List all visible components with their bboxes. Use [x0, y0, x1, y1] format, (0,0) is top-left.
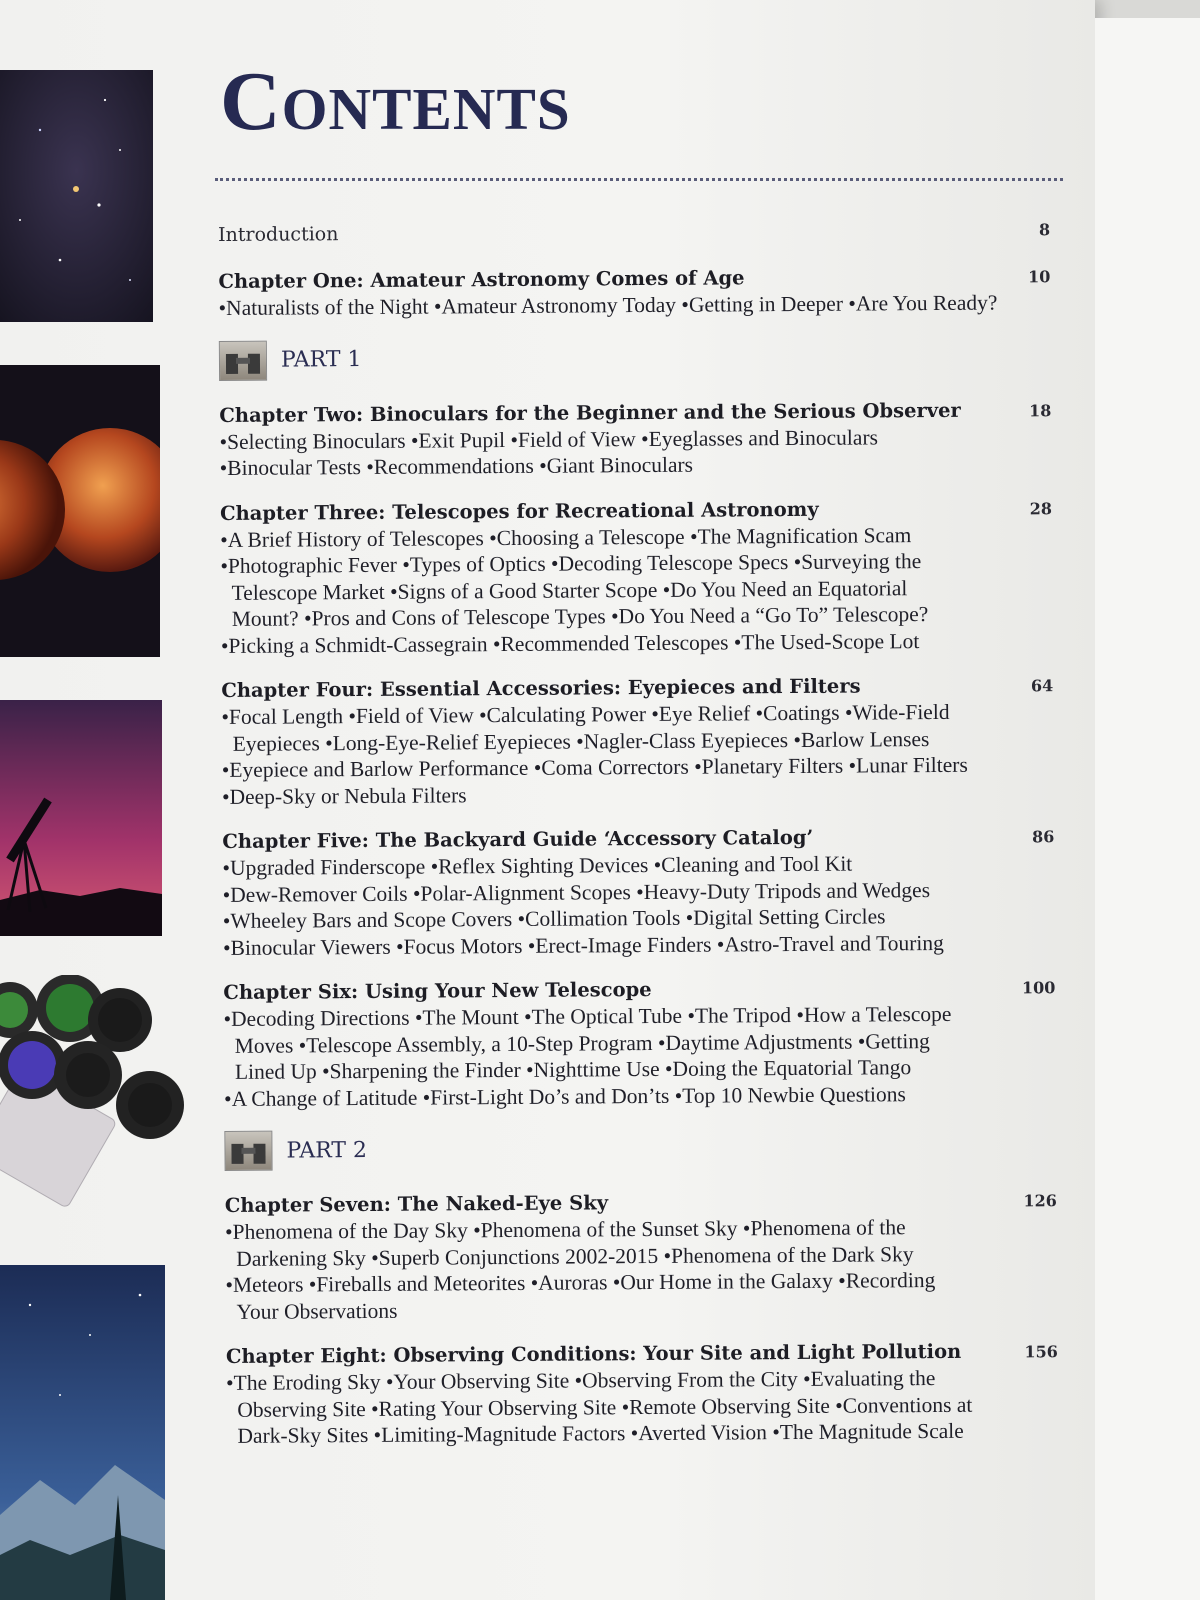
- chapter-topics-line: •Deep-Sky or Nebula Filters: [221, 782, 467, 809]
- chapter-topics-line: Moves •Telescope Assembly, a 10-Step Program •Daytime Adjustments •Getting: [234, 1028, 930, 1058]
- page-number: 64: [1030, 676, 1054, 696]
- page-number: 86: [1031, 827, 1055, 847]
- chapter-topics-line: •Naturalists of the Night •Amateur Astronomy Today •Getting in Deeper •Are You Ready?: [218, 290, 998, 320]
- toc-entry-chapter-4[interactable]: [221, 672, 1072, 810]
- chapter-topics-line: Dark-Sky Sites •Limiting-Magnitude Factors •Averted Vision •The Magnitude Scale: [237, 1418, 964, 1448]
- toc-entry-introduction[interactable]: [218, 216, 1068, 248]
- toc-entry-chapter-7[interactable]: [225, 1187, 1076, 1325]
- dotted-rule: [215, 178, 1063, 181]
- chapter-topics-line: •Photographic Fever •Types of Optics •Decoding Telescope Specs •Surveying the: [220, 549, 922, 578]
- chapter-topics-line: Lined Up •Sharpening the Finder •Nighttime Use •Doing the Equatorial Tango: [234, 1055, 912, 1084]
- adjacent-page-edge: [1095, 18, 1200, 1600]
- chapter-title: Chapter Three: Telescopes for Recreational Astronomy: [219, 497, 819, 525]
- photo-lunar-eclipse: [0, 365, 160, 657]
- page-number: 18: [1029, 400, 1052, 420]
- chapter-topics-line: •Phenomena of the Day Sky •Phenomena of the Sunset Sky •Phenomena of the: [224, 1215, 906, 1244]
- chapter-title: Chapter Four: Essential Accessories: Eyepieces and Filters: [221, 674, 861, 702]
- page-number: 28: [1029, 498, 1053, 518]
- entry-title: Introduction: [218, 223, 339, 246]
- chapter-topics-line: Telescope Market •Signs of a Good Starter Scope •Do You Need an Equatorial: [231, 575, 908, 605]
- part-2-heading: [224, 1125, 1074, 1171]
- chapter-topics-line: •Wheeley Bars and Scope Covers •Collimation Tools •Digital Setting Circles: [222, 904, 886, 933]
- page-number: 10: [1028, 267, 1051, 287]
- chapter-topics-line: Darkening Sky •Superb Conjunctions 2002-2015 •Phenomena of the Dark Sky: [236, 1241, 914, 1271]
- chapter-topics-line: Your Observations: [236, 1298, 398, 1324]
- toc-entry-chapter-2[interactable]: [219, 397, 1070, 482]
- chapter-title: Chapter One: Amateur Astronomy Comes of Age: [218, 266, 745, 293]
- chapter-topics-line: •A Change of Latitude •First-Light Do’s and Don’ts •Top 10 Newbie Questions: [224, 1081, 906, 1111]
- chapter-title: Chapter Six: Using Your New Telescope: [223, 977, 652, 1004]
- part-label: PART 2: [286, 1137, 368, 1164]
- page-number: 8: [1038, 220, 1051, 240]
- binoculars-icon: [219, 340, 267, 380]
- chapter-topics-line: •Selecting Binoculars •Exit Pupil •Field of View •Eyeglasses and Binoculars: [219, 424, 879, 454]
- chapter-topics-line: •Focal Length •Field of View •Calculating Power •Eye Relief •Coatings •Wide-Field: [221, 699, 950, 729]
- chapter-topics-line: •The Eroding Sky •Your Observing Site •Observing From the City •Evaluating the: [226, 1366, 936, 1395]
- chapter-title: Chapter Eight: Observing Conditions: Your Site and Light Pollution: [225, 1339, 962, 1368]
- part-1-heading: [219, 335, 1069, 381]
- chapter-topics-line: •Picking a Schmidt-Cassegrain •Recommended Telescopes •The Used-Scope Lot: [220, 628, 920, 658]
- chapter-topics-line: •Upgraded Finderscope •Reflex Sighting Devices •Cleaning and Tool Kit: [222, 851, 853, 880]
- chapter-title: Chapter Two: Binoculars for the Beginner and the Serious Observer: [219, 398, 961, 427]
- chapter-topics-line: •Binocular Viewers •Focus Motors •Erect-Image Finders •Astro-Travel and Touring: [222, 930, 944, 960]
- chapter-topics-line: •Meteors •Fireballs and Meteorites •Auroras •Our Home in the Galaxy •Recording: [225, 1268, 936, 1297]
- page-number: 156: [1024, 1342, 1058, 1362]
- chapter-topics-line: •Eyepiece and Barlow Performance •Coma Correctors •Planetary Filters •Lunar Filters: [221, 752, 968, 782]
- photo-color-filters: [0, 975, 190, 1235]
- chapter-topics-line: Eyepieces •Long-Eye-Relief Eyepieces •Nagler-Class Eyepieces •Barlow Lenses: [232, 726, 930, 756]
- photo-telescope-silhouette: [0, 700, 162, 936]
- chapter-topics-line: •Binocular Tests •Recommendations •Giant Binoculars: [219, 452, 694, 480]
- binoculars-icon: [224, 1131, 272, 1171]
- toc-entry-chapter-8[interactable]: [226, 1338, 1077, 1449]
- chapter-topics-line: •Dew-Remover Coils •Polar-Alignment Scopes •Heavy-Duty Tripods and Wedges: [222, 877, 931, 907]
- chapter-topics-line: Observing Site •Rating Your Observing Site •Remote Observing Site •Conventions at: [237, 1392, 973, 1422]
- page-title: Contents: [220, 55, 571, 148]
- chapter-topics-line: Mount? •Pros and Cons of Telescope Types •Do You Need a “Go To” Telescope?: [231, 602, 929, 631]
- chapter-title: Chapter Five: The Backyard Guide ‘Accessory Catalog’: [222, 825, 814, 853]
- table-of-contents: [218, 216, 1077, 1468]
- toc-entry-chapter-6[interactable]: [223, 974, 1074, 1112]
- page-number: 100: [1021, 978, 1056, 998]
- chapter-topics-line: •Decoding Directions •The Mount •The Optical Tube •The Tripod •How a Telescope: [223, 1001, 952, 1031]
- toc-entry-chapter-1[interactable]: [218, 263, 1068, 321]
- photo-star-field: [0, 70, 153, 322]
- photo-mountain-night-sky: [0, 1265, 165, 1600]
- toc-entry-chapter-3[interactable]: [220, 495, 1071, 659]
- part-label: PART 1: [280, 347, 362, 373]
- chapter-title: Chapter Seven: The Naked-Eye Sky: [224, 1191, 609, 1217]
- chapter-topics-line: •A Brief History of Telescopes •Choosing a Telescope •The Magnification Scam: [220, 522, 912, 552]
- toc-entry-chapter-5[interactable]: [222, 823, 1073, 961]
- page-number: 126: [1023, 1191, 1057, 1211]
